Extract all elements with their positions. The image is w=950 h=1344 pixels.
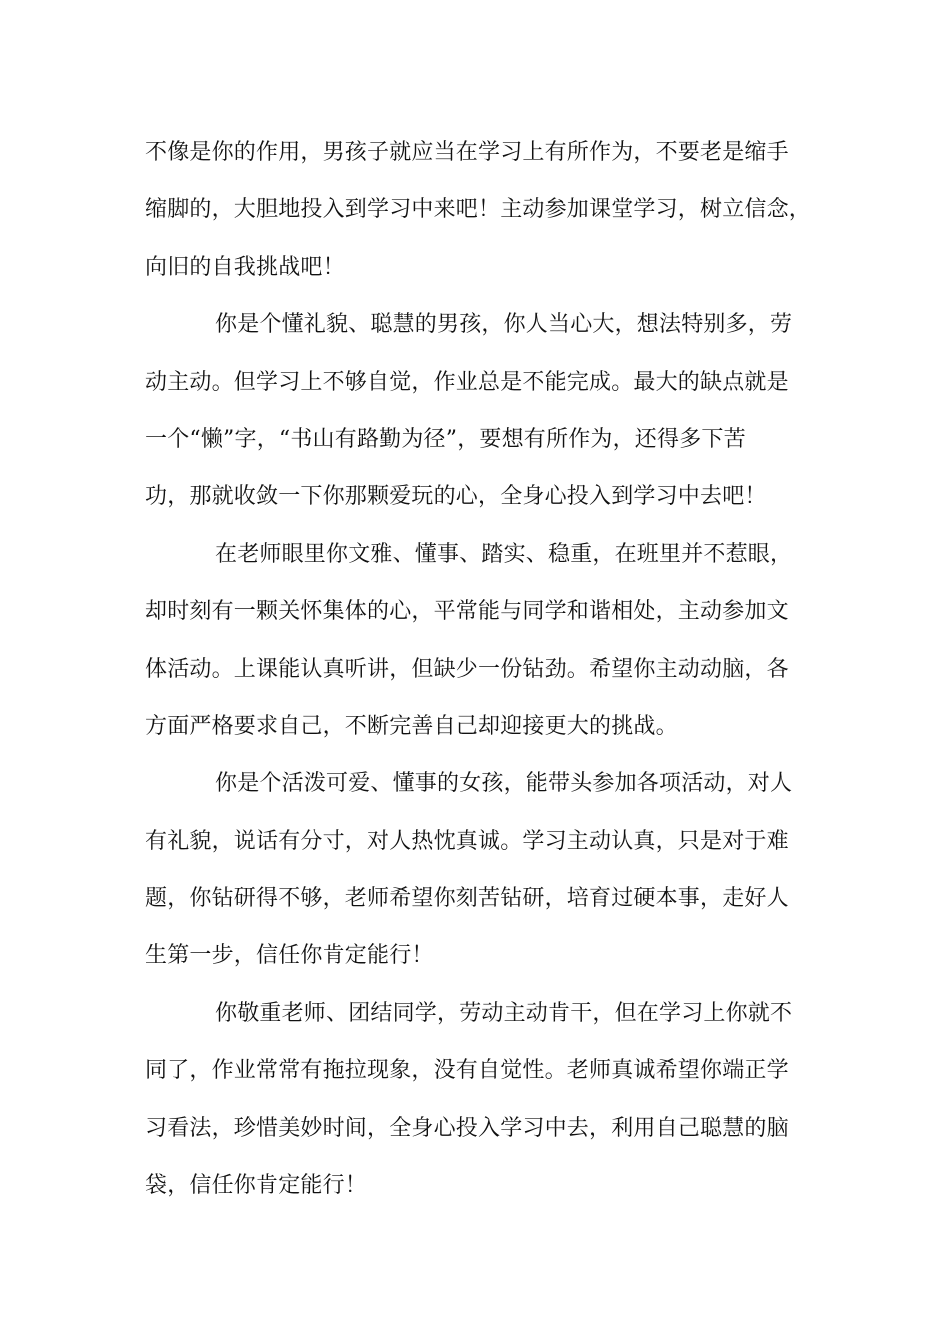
paragraph-line: 有礼貌，说话有分寸，对人热忱真诚。学习主动认真，只是对于难 (145, 828, 789, 854)
paragraph-line: 体活动。上课能认真听讲，但缺少一份钻劲。希望你主动动脑，各 (145, 656, 789, 682)
paragraph-first-line: 你敬重老师、团结同学，劳动主动肯干，但在学习上你就不 (215, 1000, 793, 1026)
paragraph-4 (145, 759, 810, 989)
paragraph-first-line: 在老师眼里你文雅、懂事、踏实、稳重，在班里并不惹眼， (215, 541, 793, 567)
paragraph-line: 向旧的自我挑战吧！ (145, 254, 345, 280)
paragraph-line: 习看法，珍惜美妙时间，全身心投入学习中去，利用自己聪慧的脑 (145, 1115, 789, 1141)
paragraph-1 (145, 128, 810, 300)
paragraph-line: 不像是你的作用，男孩子就应当在学习上有所作为，不要老是缩手 (145, 140, 789, 165)
paragraph-line: 一个“懒”字，“书山有路勤为径”，要想有所作为，还得多下苦 (145, 426, 746, 452)
paragraph-line: 生第一步，信任你肯定能行！ (145, 943, 434, 969)
paragraph-line: 却时刻有一颗关怀集体的心，平常能与同学和谐相处，主动参加文 (145, 599, 789, 625)
paragraph-3 (145, 530, 810, 760)
paragraph-line: 题，你钻研得不够，老师希望你刻苦钻研，培育过硬本事，走好人 (145, 886, 789, 912)
paragraph-first-line: 你是个懂礼貌、聪慧的男孩，你人当心大，想法特别多，劳 (215, 312, 793, 338)
paragraph-line: 功，那就收敛一下你那颗爱玩的心，全身心投入到学习中去吧！ (145, 484, 767, 510)
paragraph-line: 缩脚的，大胆地投入到学习中来吧！主动参加课堂学习，树立信念， (145, 197, 812, 223)
paragraph-line: 方面严格要求自己，不断完善自己却迎接更大的挑战。 (145, 713, 678, 739)
paragraph-line: 袋，信任你肯定能行！ (145, 1173, 368, 1199)
document-body (145, 128, 810, 1218)
paragraph-line: 同了，作业常常有拖拉现象，没有自觉性。老师真诚希望你端正学 (145, 1058, 789, 1084)
paragraph-first-line: 你是个活泼可爱、懂事的女孩，能带头参加各项活动，对人 (215, 771, 793, 797)
paragraph-5 (145, 989, 810, 1219)
paragraph-line: 动主动。但学习上不够自觉，作业总是不能完成。最大的缺点就是 (145, 369, 789, 395)
paragraph-2 (145, 300, 810, 530)
